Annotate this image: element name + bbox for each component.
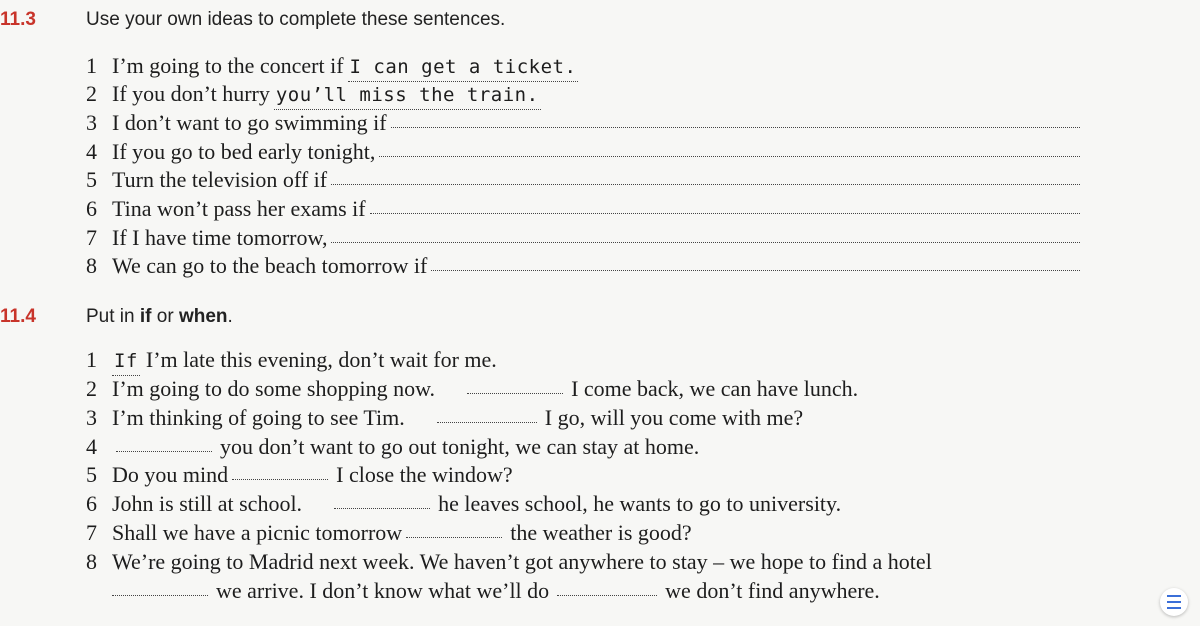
sentence-11-4-8 xyxy=(86,548,1100,576)
answer-blank[interactable] xyxy=(331,242,1080,243)
sentence-text: If you go to bed early tonight, xyxy=(112,139,376,164)
answer-blank[interactable] xyxy=(116,451,212,452)
item-number: 7 xyxy=(86,225,97,250)
sentence-text: I’m thinking of going to see Tim. xyxy=(112,405,405,430)
sentence-11-4-1 xyxy=(86,346,1080,374)
instruction-text: or xyxy=(151,306,179,327)
sentence-11-3-4 xyxy=(86,138,1080,166)
answer-blank[interactable] xyxy=(557,595,657,596)
item-number: 6 xyxy=(86,491,97,516)
exercise-number-11-3: 11.3 xyxy=(0,9,36,30)
item-number: 1 xyxy=(86,53,97,78)
answer-blank[interactable] xyxy=(467,393,563,394)
item-number: 7 xyxy=(86,520,97,545)
item-number: 2 xyxy=(86,376,97,401)
sentence-11-3-2 xyxy=(86,80,1080,108)
sentence-text: Turn the television off if xyxy=(112,167,328,192)
sentence-text: I’m going to do some shopping now. xyxy=(112,376,436,401)
item-number: 3 xyxy=(86,110,97,135)
sentence-text: We can go to the beach tomorrow if xyxy=(112,253,428,278)
sentence-11-4-4 xyxy=(86,433,1080,461)
handwritten-answer[interactable]: I can get a ticket. xyxy=(348,53,579,82)
item-number: 5 xyxy=(86,462,97,487)
item-number: 5 xyxy=(86,167,97,192)
answer-blank[interactable] xyxy=(379,156,1080,157)
sentence-text: I come back, we can have lunch. xyxy=(571,376,859,401)
answer-blank[interactable] xyxy=(391,127,1080,128)
sentence-text: If you don’t hurry xyxy=(112,81,270,106)
item-number: 8 xyxy=(86,253,97,278)
sentence-text: the weather is good? xyxy=(510,520,692,545)
sentence-text: you don’t want to go out tonight, we can stay at home. xyxy=(220,434,700,459)
sentence-text: I don’t want to go swimming if xyxy=(112,110,387,135)
sentence-11-3-3 xyxy=(86,109,1080,137)
answer-blank[interactable] xyxy=(334,508,430,509)
exercise-instruction-11-4 xyxy=(86,306,233,328)
item-number: 4 xyxy=(86,139,97,164)
sentence-text: We’re going to Madrid next week. We haven’t got anywhere to stay – we hope to find a hotel xyxy=(112,549,932,574)
item-number: 1 xyxy=(86,347,97,372)
sentence-text: John is still at school. xyxy=(112,491,303,516)
answer-blank[interactable] xyxy=(232,479,328,480)
sentence-11-3-7 xyxy=(86,224,1080,252)
sentence-11-3-5 xyxy=(86,166,1080,194)
sentence-11-3-1 xyxy=(86,52,1080,80)
sentence-11-4-6 xyxy=(86,490,1080,518)
item-number: 3 xyxy=(86,405,97,430)
answer-blank[interactable] xyxy=(431,270,1080,271)
item-number: 8 xyxy=(86,549,97,574)
sentence-11-3-6 xyxy=(86,195,1080,223)
answer-blank[interactable] xyxy=(370,213,1080,214)
exercise-number-11-4: 11.4 xyxy=(0,306,36,327)
item-number: 6 xyxy=(86,196,97,221)
item-number: 2 xyxy=(86,81,97,106)
sentence-11-4-2 xyxy=(86,375,1080,403)
sentence-11-4-3 xyxy=(86,404,1080,432)
answer-blank[interactable] xyxy=(112,595,208,596)
answer-blank[interactable] xyxy=(437,422,537,423)
sentence-11-4-7 xyxy=(86,519,1080,547)
instruction-text: . xyxy=(227,306,233,327)
keyword-when: when xyxy=(178,306,228,327)
sentence-11-3-8 xyxy=(86,252,1080,280)
menu-lines-icon[interactable] xyxy=(1160,588,1188,616)
sentence-text: I’m late this evening, don’t wait for me. xyxy=(145,347,497,372)
sentence-text: Shall we have a picnic tomorrow xyxy=(112,520,403,545)
sentence-text: If I have time tomorrow, xyxy=(112,225,328,250)
sentence-text: we arrive. I don’t know what we’ll do xyxy=(216,578,550,603)
sentence-text: he leaves school, he wants to go to university. xyxy=(438,491,842,516)
item-number: 4 xyxy=(86,434,97,459)
sentence-text: we don’t find anywhere. xyxy=(665,578,880,603)
sentence-text: I close the window? xyxy=(336,462,513,487)
answer-blank[interactable] xyxy=(406,537,502,538)
keyword-if: if xyxy=(139,306,152,327)
sentence-11-4-8-continued xyxy=(86,577,1080,605)
instruction-text: Put in xyxy=(86,306,140,327)
sentence-text: I’m going to the concert if xyxy=(112,53,344,78)
handwritten-answer[interactable]: If xyxy=(112,347,140,376)
sentence-text: I go, will you come with me? xyxy=(544,405,804,430)
exercise-instruction-11-3: Use your own ideas to complete these sentences. xyxy=(86,9,506,30)
sentence-11-4-5 xyxy=(86,461,1080,489)
sentence-text: Tina won’t pass her exams if xyxy=(112,196,366,221)
answer-blank[interactable] xyxy=(331,184,1080,185)
handwritten-answer[interactable]: you’ll miss the train. xyxy=(274,81,541,110)
sentence-text: Do you mind xyxy=(112,462,229,487)
